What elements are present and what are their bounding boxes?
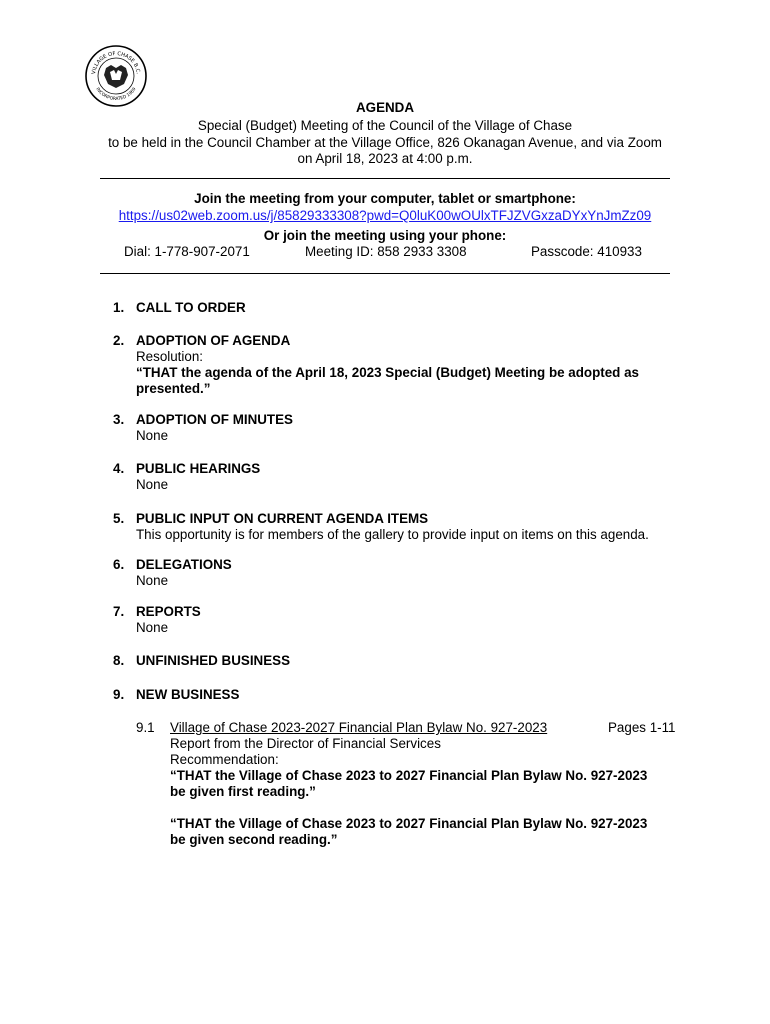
agenda-title: AGENDA [355, 100, 415, 115]
item-number: 8. [113, 653, 125, 668]
item-text: Resolution: [136, 349, 203, 364]
item-title: ADOPTION OF MINUTES [136, 412, 293, 427]
join-heading: Join the meeting from your computer, tablet or smartphone: [194, 191, 576, 206]
item-title: PUBLIC INPUT ON CURRENT AGENDA ITEMS [136, 511, 429, 526]
item-title: DELEGATIONS [136, 557, 232, 572]
item-title: PUBLIC HEARINGS [136, 461, 261, 476]
recommendation-2: “THAT the Village of Chase 2023 to 2027 Financial Plan Bylaw No. 927-2023 [170, 816, 648, 831]
subitem-report: Report from the Director of Financial Services [170, 736, 441, 751]
item-title: CALL TO ORDER [136, 300, 246, 315]
item-text: None [136, 428, 169, 443]
resolution-text-cont: presented.” [136, 381, 211, 396]
item-title: NEW BUSINESS [136, 687, 240, 702]
dial-number: Dial: 1-778-907-2071 [124, 244, 250, 259]
item-number: 1. [113, 300, 125, 315]
item-number: 7. [113, 604, 125, 619]
divider-bottom [100, 273, 670, 274]
item-title: REPORTS [136, 604, 201, 619]
item-title: UNFINISHED BUSINESS [136, 653, 291, 668]
divider-top [100, 178, 670, 179]
phone-heading: Or join the meeting using your phone: [263, 228, 507, 243]
item-number: 3. [113, 412, 125, 427]
subitem-number: 9.1 [136, 720, 155, 735]
meeting-description: Special (Budget) Meeting of the Council of the Village of Chase [197, 118, 573, 133]
item-number: 2. [113, 333, 125, 348]
item-text: None [136, 477, 169, 492]
item-number: 9. [113, 687, 125, 702]
passcode: Passcode: 410933 [531, 244, 642, 259]
recommendation-label: Recommendation: [170, 752, 279, 767]
phone-details [0, 244, 770, 260]
meeting-location: to be held in the Council Chamber at the Village Office, 826 Okanagan Avenue, and via Zoom [108, 135, 662, 150]
seal-text-top: VILLAGE OF CHASE B.C. [91, 50, 141, 75]
recommendation-2-cont: be given second reading.” [170, 832, 338, 847]
meeting-datetime: on April 18, 2023 at 4:00 p.m. [297, 151, 473, 166]
recommendation-1: “THAT the Village of Chase 2023 to 2027 Financial Plan Bylaw No. 927-2023 [170, 768, 648, 783]
item-text: None [136, 573, 169, 588]
village-seal-logo [84, 44, 148, 108]
item-text: This opportunity is for members of the gallery to provide input on items on this agenda. [136, 527, 649, 542]
resolution-text: “THAT the agenda of the April 18, 2023 Special (Budget) Meeting be adopted as [136, 365, 639, 380]
zoom-link[interactable]: https://us02web.zoom.us/j/85829333308?pwd=Q0luK00wOUlxTFJZVGxzaDYxYnJmZz09 [118, 208, 652, 223]
item-text: None [136, 620, 169, 635]
item-number: 4. [113, 461, 125, 476]
item-number: 6. [113, 557, 125, 572]
subitem-title-link[interactable]: Village of Chase 2023-2027 Financial Plan Bylaw No. 927-2023 [170, 720, 548, 735]
item-title: ADOPTION OF AGENDA [136, 333, 291, 348]
item-number: 5. [113, 511, 125, 526]
subitem-pages: Pages 1-11 [608, 720, 676, 735]
recommendation-1-cont: be given first reading.” [170, 784, 316, 799]
meeting-id: Meeting ID: 858 2933 3308 [305, 244, 467, 259]
seal-text-bottom: INCORPORATED 1969 [94, 87, 138, 103]
